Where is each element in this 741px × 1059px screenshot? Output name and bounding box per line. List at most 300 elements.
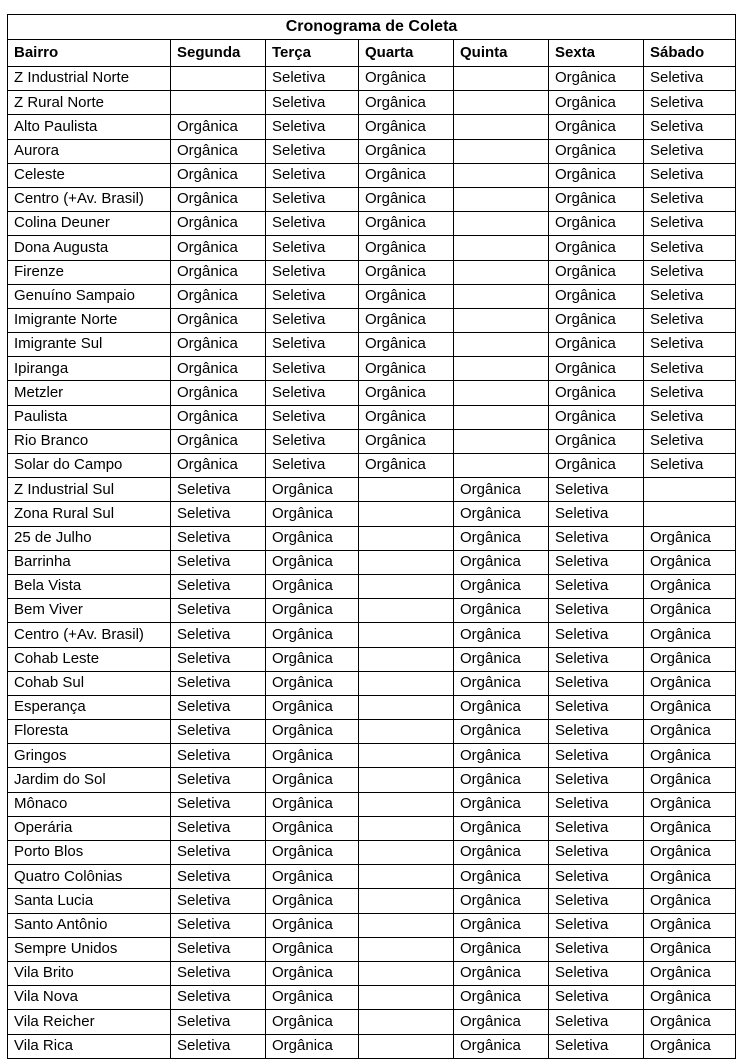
bairro-cell: Vila Brito bbox=[8, 961, 171, 985]
bairro-cell: Rio Branco bbox=[8, 429, 171, 453]
day-cell: Orgânica bbox=[454, 550, 549, 574]
day-cell: Seletiva bbox=[644, 333, 736, 357]
bairro-cell: Celeste bbox=[8, 163, 171, 187]
day-cell bbox=[359, 961, 454, 985]
day-cell: Orgânica bbox=[359, 357, 454, 381]
bairro-cell: Z Rural Norte bbox=[8, 91, 171, 115]
day-cell: Orgânica bbox=[644, 865, 736, 889]
bairro-cell: Vila Rica bbox=[8, 1034, 171, 1058]
table-row bbox=[8, 647, 736, 671]
day-cell: Seletiva bbox=[549, 647, 644, 671]
bairro-cell: Vila Nova bbox=[8, 986, 171, 1010]
bairro-cell: Bela Vista bbox=[8, 574, 171, 598]
day-cell: Seletiva bbox=[171, 550, 266, 574]
day-cell: Orgânica bbox=[549, 187, 644, 211]
day-cell bbox=[359, 502, 454, 526]
day-cell: Orgânica bbox=[454, 502, 549, 526]
bairro-cell: Operária bbox=[8, 816, 171, 840]
day-cell: Seletiva bbox=[644, 284, 736, 308]
day-cell: Orgânica bbox=[549, 260, 644, 284]
day-cell bbox=[359, 478, 454, 502]
bairro-cell: Vila Reicher bbox=[8, 1010, 171, 1034]
day-cell bbox=[359, 526, 454, 550]
bairro-cell: Floresta bbox=[8, 720, 171, 744]
day-cell: Seletiva bbox=[266, 115, 359, 139]
day-cell bbox=[359, 986, 454, 1010]
day-cell: Orgânica bbox=[549, 236, 644, 260]
day-cell: Orgânica bbox=[454, 841, 549, 865]
bairro-cell: Jardim do Sol bbox=[8, 768, 171, 792]
day-cell: Seletiva bbox=[171, 961, 266, 985]
day-cell: Seletiva bbox=[644, 139, 736, 163]
day-cell: Seletiva bbox=[549, 478, 644, 502]
day-cell bbox=[454, 236, 549, 260]
day-cell: Orgânica bbox=[359, 212, 454, 236]
day-cell: Seletiva bbox=[171, 574, 266, 598]
day-cell: Orgânica bbox=[266, 961, 359, 985]
table-row bbox=[8, 986, 736, 1010]
table-row bbox=[8, 937, 736, 961]
day-cell: Seletiva bbox=[549, 816, 644, 840]
day-cell: Seletiva bbox=[549, 792, 644, 816]
day-cell bbox=[359, 1010, 454, 1034]
table-row bbox=[8, 212, 736, 236]
day-cell: Seletiva bbox=[549, 1010, 644, 1034]
day-cell: Orgânica bbox=[644, 574, 736, 598]
day-cell: Seletiva bbox=[171, 792, 266, 816]
day-cell: Seletiva bbox=[266, 212, 359, 236]
day-cell: Orgânica bbox=[359, 91, 454, 115]
day-cell bbox=[454, 187, 549, 211]
day-cell: Seletiva bbox=[171, 841, 266, 865]
bairro-cell: Barrinha bbox=[8, 550, 171, 574]
table-row bbox=[8, 381, 736, 405]
day-cell bbox=[454, 308, 549, 332]
day-cell bbox=[359, 913, 454, 937]
day-cell: Seletiva bbox=[266, 357, 359, 381]
day-cell: Orgânica bbox=[266, 986, 359, 1010]
day-cell bbox=[171, 67, 266, 91]
day-cell: Orgânica bbox=[454, 695, 549, 719]
day-cell: Seletiva bbox=[644, 260, 736, 284]
bairro-cell: Bem Viver bbox=[8, 599, 171, 623]
day-cell: Orgânica bbox=[549, 308, 644, 332]
day-cell: Seletiva bbox=[549, 695, 644, 719]
day-cell bbox=[359, 695, 454, 719]
bairro-cell: Genuíno Sampaio bbox=[8, 284, 171, 308]
day-cell: Seletiva bbox=[549, 744, 644, 768]
day-cell bbox=[359, 816, 454, 840]
day-cell: Seletiva bbox=[171, 889, 266, 913]
day-cell: Orgânica bbox=[359, 260, 454, 284]
day-cell: Orgânica bbox=[454, 913, 549, 937]
bairro-cell: Aurora bbox=[8, 139, 171, 163]
day-cell: Orgânica bbox=[359, 284, 454, 308]
bairro-cell: Imigrante Sul bbox=[8, 333, 171, 357]
day-cell: Orgânica bbox=[266, 889, 359, 913]
day-cell: Orgânica bbox=[266, 720, 359, 744]
day-cell bbox=[454, 381, 549, 405]
day-cell: Seletiva bbox=[644, 405, 736, 429]
table-row bbox=[8, 889, 736, 913]
day-cell: Orgânica bbox=[359, 115, 454, 139]
day-cell: Orgânica bbox=[266, 623, 359, 647]
table-row bbox=[8, 841, 736, 865]
day-cell: Orgânica bbox=[359, 67, 454, 91]
day-cell: Orgânica bbox=[359, 381, 454, 405]
day-cell: Orgânica bbox=[266, 913, 359, 937]
day-cell: Seletiva bbox=[549, 913, 644, 937]
day-cell: Orgânica bbox=[266, 792, 359, 816]
day-cell: Seletiva bbox=[171, 526, 266, 550]
day-cell: Seletiva bbox=[644, 163, 736, 187]
day-cell: Orgânica bbox=[644, 913, 736, 937]
table-row bbox=[8, 1010, 736, 1034]
day-cell: Orgânica bbox=[454, 671, 549, 695]
day-cell: Seletiva bbox=[549, 986, 644, 1010]
day-cell: Orgânica bbox=[549, 405, 644, 429]
day-cell: Orgânica bbox=[359, 163, 454, 187]
day-cell: Seletiva bbox=[171, 744, 266, 768]
day-cell: Orgânica bbox=[549, 333, 644, 357]
table-row bbox=[8, 865, 736, 889]
day-cell: Orgânica bbox=[454, 526, 549, 550]
day-cell: Seletiva bbox=[644, 67, 736, 91]
bairro-cell: Colina Deuner bbox=[8, 212, 171, 236]
day-cell: Orgânica bbox=[171, 405, 266, 429]
day-cell: Seletiva bbox=[549, 865, 644, 889]
day-cell bbox=[454, 139, 549, 163]
table-row bbox=[8, 115, 736, 139]
bairro-cell: Paulista bbox=[8, 405, 171, 429]
table-row bbox=[8, 1034, 736, 1058]
table-row bbox=[8, 599, 736, 623]
day-cell: Seletiva bbox=[171, 816, 266, 840]
day-cell: Seletiva bbox=[171, 671, 266, 695]
day-cell: Seletiva bbox=[644, 187, 736, 211]
day-cell bbox=[359, 671, 454, 695]
day-cell: Orgânica bbox=[549, 381, 644, 405]
day-cell: Orgânica bbox=[454, 986, 549, 1010]
bairro-cell: Dona Augusta bbox=[8, 236, 171, 260]
day-cell: Orgânica bbox=[171, 454, 266, 478]
bairro-cell: Imigrante Norte bbox=[8, 308, 171, 332]
day-cell: Seletiva bbox=[549, 961, 644, 985]
day-cell: Seletiva bbox=[549, 623, 644, 647]
day-cell bbox=[359, 937, 454, 961]
day-cell: Seletiva bbox=[171, 1010, 266, 1034]
table-row bbox=[8, 695, 736, 719]
bairro-cell: Cohab Sul bbox=[8, 671, 171, 695]
day-cell: Seletiva bbox=[549, 550, 644, 574]
day-cell: Orgânica bbox=[171, 381, 266, 405]
table-row bbox=[8, 478, 736, 502]
day-cell: Orgânica bbox=[549, 163, 644, 187]
day-cell bbox=[454, 429, 549, 453]
day-cell: Orgânica bbox=[454, 744, 549, 768]
day-cell: Seletiva bbox=[266, 163, 359, 187]
day-cell: Orgânica bbox=[644, 623, 736, 647]
day-cell: Orgânica bbox=[549, 115, 644, 139]
day-cell: Orgânica bbox=[171, 115, 266, 139]
day-cell: Orgânica bbox=[454, 889, 549, 913]
day-cell: Orgânica bbox=[454, 792, 549, 816]
day-cell: Orgânica bbox=[266, 671, 359, 695]
day-cell: Seletiva bbox=[266, 308, 359, 332]
column-header-sexta: Sexta bbox=[549, 40, 644, 67]
day-cell bbox=[359, 574, 454, 598]
day-cell: Seletiva bbox=[549, 671, 644, 695]
table-row bbox=[8, 260, 736, 284]
day-cell: Orgânica bbox=[454, 937, 549, 961]
column-header-quinta: Quinta bbox=[454, 40, 549, 67]
table-row bbox=[8, 526, 736, 550]
day-cell: Seletiva bbox=[644, 308, 736, 332]
day-cell: Orgânica bbox=[644, 889, 736, 913]
day-cell: Orgânica bbox=[266, 599, 359, 623]
table-row bbox=[8, 744, 736, 768]
day-cell bbox=[359, 647, 454, 671]
bairro-cell: Cohab Leste bbox=[8, 647, 171, 671]
day-cell: Orgânica bbox=[171, 139, 266, 163]
day-cell: Seletiva bbox=[549, 599, 644, 623]
day-cell bbox=[454, 260, 549, 284]
day-cell: Orgânica bbox=[266, 550, 359, 574]
day-cell bbox=[359, 623, 454, 647]
day-cell: Seletiva bbox=[266, 284, 359, 308]
day-cell: Orgânica bbox=[171, 236, 266, 260]
day-cell: Seletiva bbox=[171, 695, 266, 719]
column-header-terca: Terça bbox=[266, 40, 359, 67]
day-cell bbox=[359, 550, 454, 574]
table-row bbox=[8, 67, 736, 91]
day-cell: Orgânica bbox=[644, 526, 736, 550]
bairro-cell: Esperança bbox=[8, 695, 171, 719]
day-cell bbox=[454, 91, 549, 115]
day-cell: Seletiva bbox=[171, 478, 266, 502]
day-cell: Seletiva bbox=[549, 574, 644, 598]
day-cell: Seletiva bbox=[266, 139, 359, 163]
day-cell bbox=[359, 599, 454, 623]
day-cell: Orgânica bbox=[266, 841, 359, 865]
day-cell: Orgânica bbox=[359, 454, 454, 478]
day-cell: Orgânica bbox=[359, 187, 454, 211]
table-row bbox=[8, 333, 736, 357]
day-cell bbox=[454, 357, 549, 381]
schedule-body bbox=[8, 67, 736, 1059]
table-row bbox=[8, 961, 736, 985]
day-cell: Seletiva bbox=[549, 526, 644, 550]
day-cell: Orgânica bbox=[644, 768, 736, 792]
table-row bbox=[8, 502, 736, 526]
day-cell: Orgânica bbox=[549, 139, 644, 163]
day-cell: Orgânica bbox=[454, 478, 549, 502]
day-cell: Orgânica bbox=[171, 284, 266, 308]
day-cell: Orgânica bbox=[549, 91, 644, 115]
day-cell: Orgânica bbox=[266, 1034, 359, 1058]
day-cell: Orgânica bbox=[266, 574, 359, 598]
day-cell: Seletiva bbox=[171, 502, 266, 526]
day-cell: Orgânica bbox=[644, 1010, 736, 1034]
day-cell: Seletiva bbox=[549, 768, 644, 792]
table-row bbox=[8, 913, 736, 937]
day-cell: Orgânica bbox=[266, 1010, 359, 1034]
day-cell: Orgânica bbox=[644, 841, 736, 865]
day-cell: Orgânica bbox=[266, 478, 359, 502]
day-cell: Orgânica bbox=[171, 333, 266, 357]
day-cell: Seletiva bbox=[644, 381, 736, 405]
day-cell: Orgânica bbox=[266, 816, 359, 840]
bairro-cell: Sempre Unidos bbox=[8, 937, 171, 961]
day-cell: Seletiva bbox=[549, 937, 644, 961]
day-cell: Seletiva bbox=[644, 115, 736, 139]
bairro-cell: Firenze bbox=[8, 260, 171, 284]
bairro-cell: Z Industrial Norte bbox=[8, 67, 171, 91]
day-cell bbox=[359, 768, 454, 792]
day-cell: Seletiva bbox=[549, 889, 644, 913]
day-cell: Orgânica bbox=[359, 405, 454, 429]
table-row bbox=[8, 139, 736, 163]
day-cell: Orgânica bbox=[644, 720, 736, 744]
day-cell: Seletiva bbox=[266, 187, 359, 211]
day-cell: Seletiva bbox=[171, 937, 266, 961]
day-cell: Orgânica bbox=[644, 647, 736, 671]
table-row bbox=[8, 284, 736, 308]
day-cell: Orgânica bbox=[644, 695, 736, 719]
day-cell: Seletiva bbox=[549, 841, 644, 865]
day-cell bbox=[454, 67, 549, 91]
day-cell bbox=[359, 1034, 454, 1058]
table-row bbox=[8, 187, 736, 211]
day-cell: Seletiva bbox=[266, 405, 359, 429]
table-row bbox=[8, 308, 736, 332]
bairro-cell: Z Industrial Sul bbox=[8, 478, 171, 502]
day-cell: Orgânica bbox=[644, 986, 736, 1010]
day-cell: Seletiva bbox=[644, 212, 736, 236]
day-cell: Seletiva bbox=[644, 91, 736, 115]
day-cell: Orgânica bbox=[266, 695, 359, 719]
day-cell: Seletiva bbox=[171, 599, 266, 623]
table-row bbox=[8, 357, 736, 381]
bairro-cell: Alto Paulista bbox=[8, 115, 171, 139]
bairro-cell: Centro (+Av. Brasil) bbox=[8, 623, 171, 647]
day-cell: Seletiva bbox=[266, 260, 359, 284]
day-cell: Orgânica bbox=[266, 647, 359, 671]
day-cell: Orgânica bbox=[359, 308, 454, 332]
bairro-cell: Centro (+Av. Brasil) bbox=[8, 187, 171, 211]
day-cell bbox=[454, 454, 549, 478]
day-cell: Orgânica bbox=[454, 574, 549, 598]
day-cell: Orgânica bbox=[454, 647, 549, 671]
day-cell: Seletiva bbox=[171, 865, 266, 889]
day-cell: Seletiva bbox=[171, 768, 266, 792]
day-cell: Orgânica bbox=[644, 1034, 736, 1058]
day-cell bbox=[171, 91, 266, 115]
day-cell: Seletiva bbox=[171, 720, 266, 744]
day-cell: Orgânica bbox=[454, 1034, 549, 1058]
day-cell: Seletiva bbox=[171, 913, 266, 937]
table-row bbox=[8, 792, 736, 816]
day-cell: Seletiva bbox=[644, 357, 736, 381]
day-cell: Orgânica bbox=[171, 260, 266, 284]
day-cell: Orgânica bbox=[171, 163, 266, 187]
day-cell bbox=[359, 889, 454, 913]
bairro-cell: Metzler bbox=[8, 381, 171, 405]
day-cell: Orgânica bbox=[454, 720, 549, 744]
day-cell bbox=[454, 284, 549, 308]
day-cell: Seletiva bbox=[171, 647, 266, 671]
table-title: Cronograma de Coleta bbox=[8, 15, 736, 40]
day-cell bbox=[644, 502, 736, 526]
column-header-bairro: Bairro bbox=[8, 40, 171, 67]
day-cell: Orgânica bbox=[549, 67, 644, 91]
day-cell bbox=[644, 478, 736, 502]
table-row bbox=[8, 454, 736, 478]
table-title-row bbox=[8, 15, 736, 40]
day-cell bbox=[454, 115, 549, 139]
day-cell bbox=[454, 163, 549, 187]
bairro-cell: Ipiranga bbox=[8, 357, 171, 381]
bairro-cell: Zona Rural Sul bbox=[8, 502, 171, 526]
day-cell: Seletiva bbox=[549, 720, 644, 744]
day-cell: Seletiva bbox=[644, 454, 736, 478]
day-cell: Orgânica bbox=[266, 502, 359, 526]
day-cell: Seletiva bbox=[266, 333, 359, 357]
day-cell: Orgânica bbox=[171, 308, 266, 332]
day-cell: Orgânica bbox=[644, 961, 736, 985]
day-cell: Seletiva bbox=[644, 429, 736, 453]
day-cell: Seletiva bbox=[266, 429, 359, 453]
bairro-cell: Santo Antônio bbox=[8, 913, 171, 937]
table-row bbox=[8, 236, 736, 260]
bairro-cell: Porto Blos bbox=[8, 841, 171, 865]
table-row bbox=[8, 550, 736, 574]
day-cell: Orgânica bbox=[454, 816, 549, 840]
day-cell: Orgânica bbox=[171, 212, 266, 236]
table-row bbox=[8, 720, 736, 744]
bairro-cell: Solar do Campo bbox=[8, 454, 171, 478]
day-cell: Orgânica bbox=[549, 429, 644, 453]
day-cell bbox=[359, 720, 454, 744]
day-cell: Orgânica bbox=[644, 792, 736, 816]
table-row bbox=[8, 405, 736, 429]
day-cell: Orgânica bbox=[454, 768, 549, 792]
day-cell: Seletiva bbox=[171, 986, 266, 1010]
day-cell: Orgânica bbox=[266, 526, 359, 550]
column-header-quarta: Quarta bbox=[359, 40, 454, 67]
table-row bbox=[8, 623, 736, 647]
day-cell bbox=[359, 744, 454, 768]
collection-schedule-table bbox=[7, 14, 736, 1059]
table-row bbox=[8, 429, 736, 453]
table-row bbox=[8, 163, 736, 187]
day-cell: Seletiva bbox=[549, 502, 644, 526]
bairro-cell: Quatro Colônias bbox=[8, 865, 171, 889]
table-row bbox=[8, 574, 736, 598]
day-cell: Orgânica bbox=[454, 623, 549, 647]
day-cell: Orgânica bbox=[644, 937, 736, 961]
day-cell: Orgânica bbox=[266, 865, 359, 889]
day-cell: Orgânica bbox=[359, 333, 454, 357]
day-cell: Orgânica bbox=[644, 816, 736, 840]
day-cell: Orgânica bbox=[454, 599, 549, 623]
day-cell: Orgânica bbox=[549, 212, 644, 236]
column-header-sabado: Sábado bbox=[644, 40, 736, 67]
day-cell: Seletiva bbox=[266, 454, 359, 478]
day-cell: Orgânica bbox=[359, 236, 454, 260]
day-cell: Seletiva bbox=[644, 236, 736, 260]
day-cell: Seletiva bbox=[266, 236, 359, 260]
